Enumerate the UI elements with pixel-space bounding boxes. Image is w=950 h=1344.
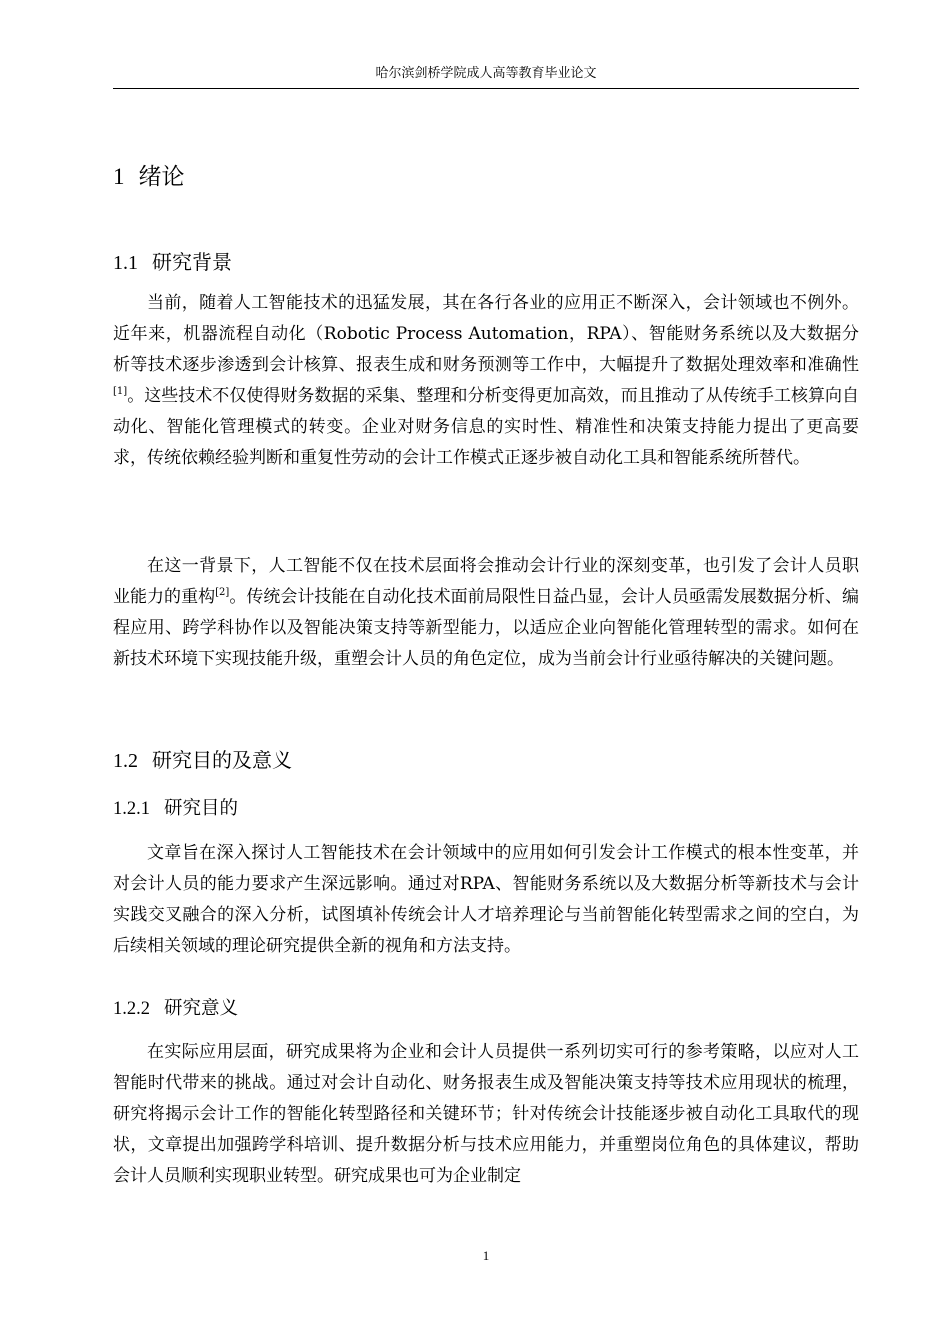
subsection-title: 研究意义 [164, 998, 239, 1019]
citation-ref-2: [2] [215, 587, 230, 598]
paragraph-background-1 [113, 288, 859, 474]
section-heading-1-2 [113, 746, 292, 775]
section-title: 研究目的及意义 [152, 748, 292, 772]
chapter-number: 1 [113, 164, 125, 189]
subsection-title: 研究目的 [164, 798, 239, 819]
subsection-heading-1-2-2 [113, 996, 238, 1022]
chapter-title: 绪论 [138, 164, 185, 190]
paragraph-significance: 在实际应用层面，研究成果将为企业和会计人员提供一系列切实可行的参考策略，以应对人工智能时代带来的挑战。通过对会计自动化、财务报表生成及智能决策支持等技术应用现状的梳理，研究将揭示会计工作的智能化转型路径和关键环节；针对传统会计技能逐步被自动化工具取代的现状，文章提出加强跨学科培训、提升数据分析与技术应用能力，并重塑岗位角色的具体建议，帮助会计人员顺利实现职业转型。研究成果也可为企业制定 [113, 1042, 859, 1186]
paragraph-text: 。这些技术不仅使得财务数据的采集、整理和分析变得更加高效，而且推动了从传统手工核算向自动化、智能化管理模式的转变。企业对财务信息的实时性、精准性和决策支持能力提出了更高要求，传统依赖经验判断和重复性劳动的会计工作模式正逐步被自动化工具和智能系统所替代。 [113, 386, 859, 468]
subsection-number: 1.2.1 [113, 799, 150, 819]
section-number: 1.1 [113, 252, 138, 274]
section-heading-1-1 [113, 248, 232, 277]
paragraph-text: 在这一背景下，人工智能不仅在技术层面将会推动会计行业的深刻变革，也引发了会计人员职业能力的重构 [113, 556, 859, 607]
citation-ref-1: [1] [113, 386, 128, 397]
section-number: 1.2 [113, 750, 138, 772]
running-header: 哈尔滨剑桥学院成人高等教育毕业论文 [375, 66, 597, 81]
paragraph-text: 当前，随着人工智能技术的迅猛发展，其在各行各业的应用正不断深入，会计领域也不例外。近年来，机器流程自动化（Robotic Process Automation，RPA）、智能财务系统以及大数据分析等技术逐步渗透到会计核算、报表生成和财务预测等工作中，大幅提升了数据处理效率和准确性 [113, 293, 859, 375]
paragraph-background-2 [113, 551, 859, 675]
page-number: 1 [482, 1248, 490, 1263]
paragraph-purpose: 文章旨在深入探讨人工智能技术在会计领域中的应用如何引发会计工作模式的根本性变革，并对会计人员的能力要求产生深远影响。通过对RPA、智能财务系统以及大数据分析等新技术与会计实践交叉融合的深入分析，试图填补传统会计人才培养理论与当前智能化转型需求之间的空白，为后续相关领域的理论研究提供全新的视角和方法支持。 [113, 843, 859, 956]
subsection-heading-1-2-1 [113, 796, 238, 822]
chapter-heading [113, 160, 185, 194]
section-title: 研究背景 [152, 250, 232, 274]
paragraph-text: 。传统会计技能在自动化技术面前局限性日益凸显，会计人员亟需发展数据分析、编程应用、跨学科协作以及智能决策支持等新型能力，以适应企业向智能化管理转型的需求。如何在新技术环境下实现技能升级，重塑会计人员的角色定位，成为当前会计行业亟待解决的关键问题。 [113, 587, 860, 669]
subsection-number: 1.2.2 [113, 999, 150, 1019]
header-rule [113, 88, 859, 89]
